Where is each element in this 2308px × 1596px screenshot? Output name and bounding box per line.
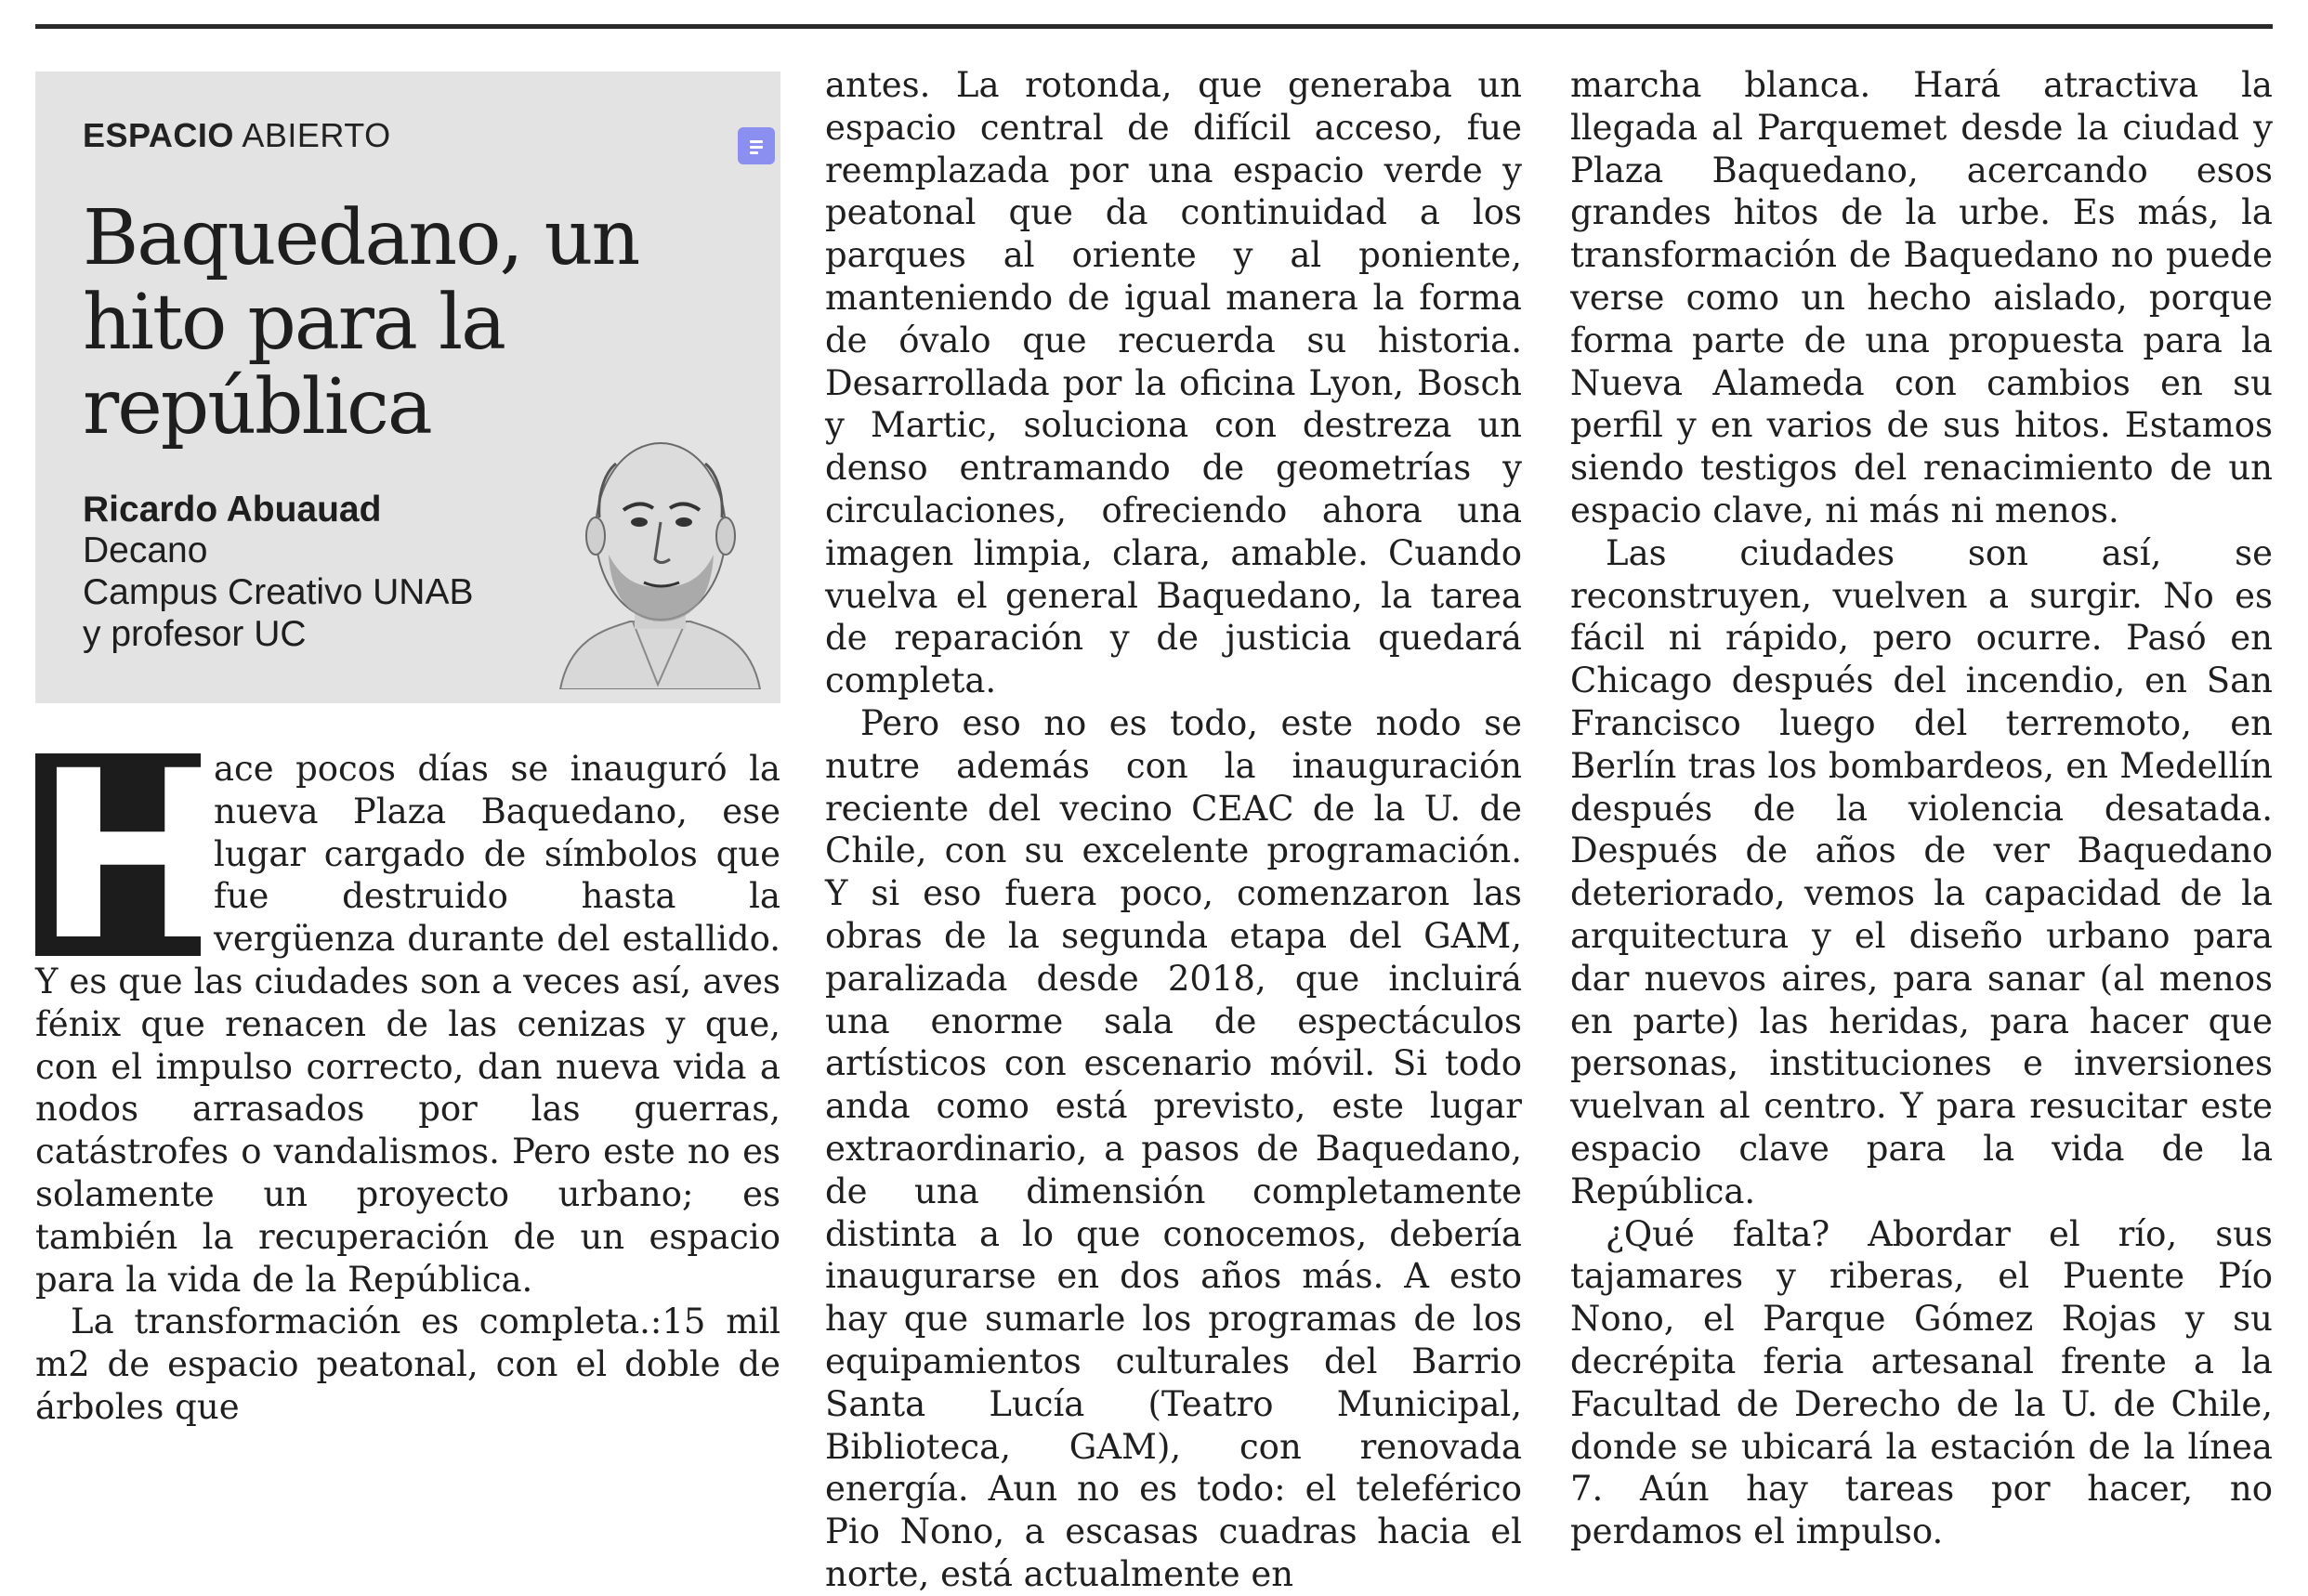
paragraph (35, 721, 780, 1301)
section-label (83, 116, 391, 155)
dropcap-letter: H (35, 721, 230, 991)
paragraph: ¿Qué falta? Abordar el río, sus tajamares y riberas, el Puente Pío Nono, el Parque Gómez Rojas y su decrépita feria artesanal frente a la Facultad de Derecho de la U. de Chile, donde se ubicará la estación de la línea 7. Aún hay tareas por hacer, no perdamos el impulso. (1570, 1213, 2273, 1552)
paragraph: antes. La rotonda, que generaba un espacio central de difícil acceso, fue reemplazada por una espacio verde y peatonal que da continuidad a los parques al oriente y al poniente, manteniendo de igual manera la forma de óvalo que recuerda su historia. Desarrollada por la oficina Lyon, Bosch y Martic, soluciona con destreza un denso entramando de geometrías y circulaciones, ofreciendo ahora una imagen limpia, clara, amable. Cuando vuelva el general Baquedano, la tarea de reparación y de justicia quedará completa. (825, 65, 1522, 701)
article-column-2 (825, 64, 1522, 1596)
article-header (35, 72, 780, 703)
dropcap (35, 721, 230, 991)
top-rule (35, 24, 2273, 29)
author-role-1: Decano (83, 530, 208, 570)
article-column-1 (35, 721, 780, 1429)
paragraph: La transformación es completa.:15 mil m2 de espacio peatonal, con el doble de árboles que (35, 1302, 780, 1427)
paragraph: Las ciudades son así, se reconstruyen, vuelven a surgir. No es fácil ni rápido, pero ocurre. Pasó en Chicago después del incendio, en San Francisco luego del terremoto, en Berlín tras los bombardeos, en Medellín después de la violencia desatada. Después de años de ver Baquedano deteriorado, vemos la capacidad de la arquitectura y el diseño urbano para dar nuevos aires, para sanar (al menos en parte) las heridas, para hacer que personas, instituciones e inversiones vuelvan al centro. Y para resucitar este espacio clave para la vida de la República. (1570, 532, 2273, 1211)
article-column-3 (1570, 64, 2273, 1553)
author-portrait (551, 406, 765, 689)
section-label-bold: ESPACIO (83, 116, 234, 154)
menu-lines-icon[interactable] (738, 127, 775, 164)
paragraph: Pero eso no es todo, este nodo se nutre además con la inauguración reciente del vecino CEAC de la U. de Chile, con su excelente programación. Y si eso fuera poco, comenzaron las obras de la segunda etapa del GAM, paralizada desde 2018, que incluirá una enorme sala de espectáculos artísticos con escenario móvil. Si todo anda como está previsto, este lugar extraordinario, a pasos de Baquedano, de una dimensión completamente distinta a lo que conocemos, debería inaugurarse en dos años más. A esto hay que sumarle los programas de los equipamientos culturales del Barrio Santa Lucía (Teatro Municipal, Biblioteca, GAM), con renovada energía. Aun no es todo: el teleférico Pio Nono, a escasas cuadras hacia el norte, está actualmente en (825, 702, 1522, 1594)
paragraph: marcha blanca. Hará atractiva la llegada al Parquemet desde la ciudad y Plaza Baquedano, acercando esos grandes hitos de la urbe. Es más, la transformación de Baquedano no puede verse como un hecho aislado, porque forma parte de una propuesta para la Nueva Alameda con cambios en su perfil y en varios de sus hitos. Estamos siendo testigos del renacimiento de un espacio clave, ni más ni menos. (1570, 65, 2273, 530)
section-label-light: ABIERTO (242, 116, 391, 154)
author-role-2: Campus Creativo UNAB (83, 572, 474, 612)
author-name: Ricardo Abuauad (83, 490, 382, 530)
paragraph-text: ace pocos días se inauguró la nueva Plaza Baquedano, ese lugar cargado de símbolos que fue destruido hasta la vergüenza durante del estallido. Y es que las ciudades son a veces así, aves fénix que renacen de las cenizas y que, con el impulso correcto, dan nueva vida a nodos arrasados por las guerras, catástrofes o vandalismos. Pero este no es solamente un proyecto urbano; es también la recuperación de un espacio para la vida de la República. (35, 749, 780, 1300)
author-role-3: y profesor UC (83, 614, 307, 654)
headline: Baquedano, un hito para la república (83, 194, 639, 451)
